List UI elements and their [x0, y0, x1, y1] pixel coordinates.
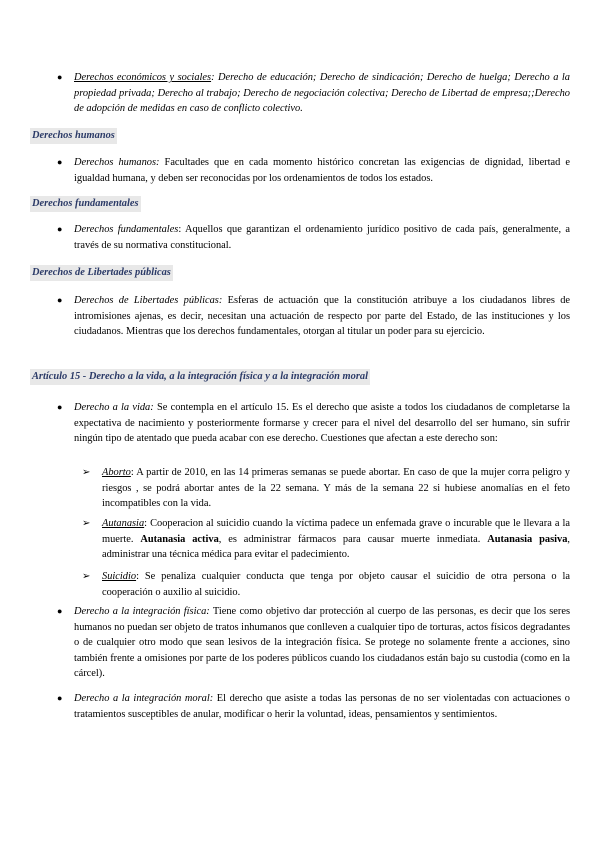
- definition: El derecho que asiste a todas las personas de no ser violentadas con actuaciones o tratamientos susceptibles de anular, modificar o herir la voluntad, ideas, pensamientos y sentimientos.: [74, 693, 570, 720]
- bullet-icon: ●: [57, 606, 63, 616]
- term: Derecho a la integración física:: [74, 606, 210, 617]
- bullet-icon: ●: [57, 157, 63, 167]
- bullet-icon: ●: [57, 72, 63, 82]
- bullet-icon: ●: [57, 693, 63, 703]
- term: Aborto: [102, 467, 131, 478]
- term: Derechos humanos:: [74, 157, 160, 168]
- definition: : Aquellos que garantizan el ordenamiento jurídico positivo de cada país, generalmente, a través de su normativa constitucional.: [74, 224, 570, 251]
- section-heading: Derechos de Libertades públicas: [30, 265, 173, 281]
- term: Autanasia: [102, 518, 145, 529]
- arrow-bullet-icon: ➢: [82, 518, 91, 529]
- definition: : Cooperacion al suicidio cuando la víctima padece un enfemada grave o incurable que le llevara a la muerte.: [102, 518, 570, 545]
- term: Derecho a la vida:: [74, 402, 154, 413]
- term: Suicidio: [102, 571, 137, 582]
- bullet-icon: ●: [57, 402, 63, 412]
- sub-list-item: [30, 465, 570, 512]
- definition: : Se penaliza cualquier conducta que tenga por objeto causar el suicidio de otra persona o la cooperación o auxilio al suicidio.: [102, 571, 570, 598]
- section-heading: Derechos fundamentales: [30, 196, 141, 212]
- definition: Se contempla en el artículo 15. Es el derecho que asiste a todos los ciudadanos de completarse la expectativa de nacimiento y posteriormente formarse y crecer para el nivel del desarrollo del ser humano, sin sufrir ningún tipo de atentado que pueda acabar con ese derecho. Cuestiones que afectan a este derecho son:: [74, 402, 570, 445]
- term: Derechos de Libertades públicas:: [74, 295, 223, 306]
- term: Derechos fundamentales: [74, 224, 179, 235]
- section-heading: Derechos humanos: [30, 128, 117, 144]
- sub-list-item: [30, 569, 570, 600]
- bold-term: Autanasia activa: [140, 533, 219, 545]
- definition: , administrar una técnica médica para evitar el padecimiento.: [102, 533, 570, 561]
- list-item: [30, 222, 570, 253]
- sub-list-item: [30, 516, 570, 563]
- list-item: [30, 155, 570, 186]
- definition: : Derecho de educación; Derecho de sindicación; Derecho de huelga; Derecho a la propiedad privada; Derecho al trabajo; Derecho de negociación colectiva; Derecho de Libertad de empresa;;Derecho de adopción de medidas en caso de conflicto colectivo.: [74, 72, 570, 115]
- list-item: [30, 293, 570, 340]
- bold-term: Autanasia pasiva: [487, 533, 568, 545]
- term: Derecho a la integración moral:: [74, 693, 214, 704]
- definition: , es administrar fármacos para causar muerte inmediata.: [218, 533, 488, 545]
- arrow-bullet-icon: ➢: [82, 467, 91, 478]
- list-item: [30, 400, 570, 447]
- list-item: [30, 604, 570, 682]
- bullet-icon: ●: [57, 295, 63, 305]
- definition: Tiene como objetivo dar protección al cuerpo de las personas, es decir que los seres humanos no puedan ser objeto de tratos inhumanos que conlleven a cualquier tipo de torturas, actos físicos degradantes o de cualquier otro modo que sean lesivos de la integración física. Se protege no solamente frente a acciones, sino también frente a omisiones por parte de los poderes públicos cuando los ciudadanos están bajo su custodia (como en la cárcel).: [74, 606, 570, 680]
- definition: : A partir de 2010, en las 14 primeras semanas se puede abortar. En caso de que la mujer corra peligro y riesgos , se podrá abortar antes de la 22 semana. Y más de la semana 22 si hubiese anomalías en el feto incompatibles con la vida.: [102, 467, 570, 510]
- arrow-bullet-icon: ➢: [82, 571, 91, 582]
- definition: Esferas de actuación que la constitución atribuye a los ciudadanos libres de intromisiones ajenas, es decir, necesitan una actuación de respecto por parte del Estado, de las instituciones y los ciudadanos. Mientras que los derechos fundamentales, otorgan al titular un poder para su ejercicio.: [74, 295, 570, 338]
- term: Derechos económicos y sociales: [74, 72, 212, 83]
- definition: Facultades que en cada momento histórico concretan las exigencias de dignidad, libertad e igualdad humana, y deben ser reconocidas por los ordenamientos de todos los estados.: [74, 157, 571, 184]
- list-item: [30, 691, 570, 722]
- list-item: [30, 70, 570, 117]
- section-heading: Artículo 15 - Derecho a la vida, a la integración física y a la integración moral: [30, 369, 370, 385]
- bullet-icon: ●: [57, 224, 63, 234]
